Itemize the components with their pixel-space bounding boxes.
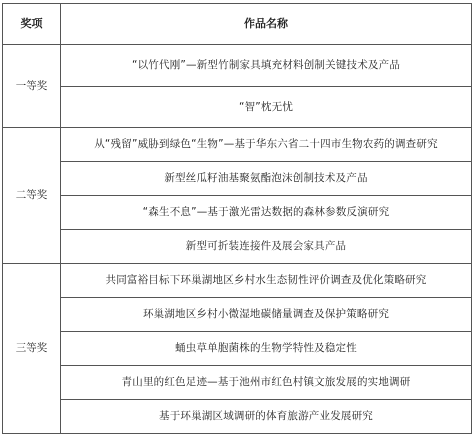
table-row: [3, 87, 472, 128]
header-row: [3, 4, 472, 45]
project-title: “以竹代刚”—新型竹制家具填充材料创制关键技术及产品: [61, 45, 472, 87]
table-row: [3, 128, 472, 162]
table-row: [3, 162, 472, 196]
table-row: [3, 264, 472, 298]
project-title: 从“残留”威胁到绿色“生物”—基于华东六省二十四市生物农药的调查研究: [61, 128, 472, 162]
project-title: 蛹虫草单胞菌株的生物学特性及稳定性: [61, 332, 472, 366]
project-title: 共同富裕目标下环巢湖地区乡村水生态韧性评价调查及优化策略研究: [61, 264, 472, 298]
project-title: “森生不息”—基于激光雷达数据的森林参数反演研究: [61, 196, 472, 230]
header-level: 奖项: [3, 4, 61, 45]
project-title: 青山里的红色足迹—基于池州市红色村镇文旅发展的实地调研: [61, 366, 472, 400]
award-level-third: 三等奖: [3, 264, 61, 434]
table-row: [3, 332, 472, 366]
award-level-first: 一等奖: [3, 45, 61, 128]
project-title: 环巢湖地区乡村小微湿地碳储量调查及保护策略研究: [61, 298, 472, 332]
project-title: 新型丝瓜籽油基聚氨酯泡沫创制技术及产品: [61, 162, 472, 196]
table-row: [3, 230, 472, 264]
project-title: “智”枕无忧: [61, 87, 472, 128]
table-row: [3, 400, 472, 434]
award-level-second: 二等奖: [3, 128, 61, 264]
header-title: 作品名称: [61, 4, 472, 45]
project-title: 基于环巢湖区域调研的体育旅游产业发展研究: [61, 400, 472, 434]
project-title: 新型可折装连接件及展会家具产品: [61, 230, 472, 264]
table-row: [3, 298, 472, 332]
table-row: [3, 196, 472, 230]
award-table: [2, 3, 472, 434]
table-row: [3, 45, 472, 87]
table-row: [3, 366, 472, 400]
